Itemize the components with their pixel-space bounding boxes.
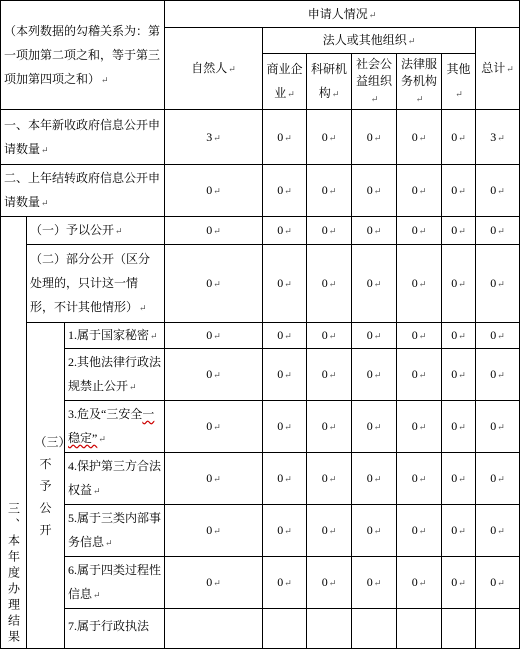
value-cell: 0↵ [476,165,520,217]
value-cell: 0↵ [165,245,263,323]
value-cell: 0↵ [397,165,442,217]
row-label: 3.危及“三安全一 稳定”↵ [65,401,165,453]
value-cell: 0↵ [442,165,476,217]
value-cell: 0↵ [263,505,307,557]
value-cell: 0↵ [307,217,352,245]
legal-or-other-org-header: 法人或其他组织↵ [263,28,476,54]
row-label: （一）予以公开↵ [27,217,165,245]
value-cell: 0↵ [352,505,397,557]
not-public-label: （三）不予公开 [27,323,65,649]
value-cell: 0↵ [307,165,352,217]
table-row [1,323,520,349]
value-cell: 0↵ [263,245,307,323]
value-cell: 0↵ [165,505,263,557]
value-cell [476,609,520,649]
value-cell: 0↵ [476,557,520,609]
value-cell: 0↵ [442,557,476,609]
value-cell: 0↵ [442,217,476,245]
value-cell: 0↵ [352,453,397,505]
row-label: 5.属于三类内部事务信息↵ [65,505,165,557]
value-cell: 0↵ [476,505,520,557]
value-cell: 0↵ [352,557,397,609]
value-cell: 0↵ [476,349,520,401]
row-label: 一、本年新收政府信息公开申请数量↵ [1,110,165,165]
value-cell: 0↵ [165,217,263,245]
value-cell [263,609,307,649]
value-cell [352,609,397,649]
section-three-label: 三、本年度办理结果 [1,217,27,649]
row-label: 1.属于国家秘密↵ [65,323,165,349]
table-row [1,401,520,453]
value-cell: 0↵ [397,323,442,349]
value-cell: 0↵ [165,401,263,453]
value-cell: 0↵ [165,349,263,401]
value-cell: 0↵ [397,505,442,557]
table-row [1,110,520,165]
value-cell: 0↵ [442,323,476,349]
value-cell [442,609,476,649]
value-cell: 0↵ [352,245,397,323]
legal-service-org-header: 法律服务机构↵ [397,54,442,110]
row-label: 二、上年结转政府信息公开申请数量↵ [1,165,165,217]
value-cell: 0↵ [165,557,263,609]
value-cell: 0↵ [442,401,476,453]
table-row [1,349,520,401]
row-label: （二）部分公开（区分处理的，只计这一情形，不计其他情形）↵ [27,245,165,323]
value-cell: 0↵ [476,453,520,505]
value-cell: 0↵ [352,217,397,245]
value-cell: 0↵ [307,110,352,165]
value-cell: 0↵ [263,401,307,453]
table-row [1,609,520,649]
value-cell: 0↵ [263,557,307,609]
value-cell [307,609,352,649]
social-welfare-org-header: 社会公益组织↵ [352,54,397,110]
value-cell: 0↵ [307,557,352,609]
value-cell: 0↵ [442,505,476,557]
value-cell: 0↵ [263,110,307,165]
value-cell: 0↵ [352,110,397,165]
value-cell: 0↵ [307,349,352,401]
value-cell [165,609,263,649]
value-cell: 0↵ [263,217,307,245]
research-institution-header: 科研机构↵ [307,54,352,110]
value-cell: 0↵ [352,323,397,349]
value-cell: 0↵ [442,245,476,323]
value-cell: 0↵ [397,557,442,609]
value-cell: 0↵ [352,349,397,401]
value-cell: 0↵ [307,453,352,505]
value-cell: 0↵ [263,349,307,401]
value-cell: 0↵ [397,349,442,401]
row-label: 4.保护第三方合法权益↵ [65,453,165,505]
value-cell: 0↵ [476,401,520,453]
table-row [1,557,520,609]
value-cell: 0↵ [442,110,476,165]
table-row [1,505,520,557]
row-label: 6.属于四类过程性信息↵ [65,557,165,609]
value-cell: 0↵ [307,401,352,453]
row-label: 2.其他法律行政法规禁止公开↵ [65,349,165,401]
value-cell: 0↵ [165,453,263,505]
value-cell: 0↵ [165,323,263,349]
value-cell: 0↵ [307,245,352,323]
value-cell: 0↵ [352,165,397,217]
table-row [1,245,520,323]
table-row [1,165,520,217]
value-cell: 0↵ [307,323,352,349]
value-cell: 0↵ [165,165,263,217]
value-cell: 0↵ [397,401,442,453]
value-cell: 0↵ [397,217,442,245]
column-note-cell: （本列数据的勾稽关系为：第一项加第二项之和，等于第三项加第四项之和）↵ [1,1,165,110]
value-cell: 0↵ [263,323,307,349]
value-cell: 0↵ [263,165,307,217]
value-cell: 0↵ [442,453,476,505]
natural-person-header: 自然人↵ [165,28,263,110]
value-cell: 0↵ [352,401,397,453]
table-row [1,217,520,245]
total-header: 总计↵ [476,28,520,110]
table-row [1,453,520,505]
row-label: 7.属于行政执法 [65,609,165,649]
value-cell: 0↵ [476,245,520,323]
value-cell: 3↵ [165,110,263,165]
applicant-situation-header: 申请人情况↵ [165,1,520,28]
other-header: 其他↵ [442,54,476,110]
value-cell: 0↵ [263,453,307,505]
value-cell: 0↵ [442,349,476,401]
value-cell: 0↵ [307,505,352,557]
value-cell: 0↵ [476,217,520,245]
value-cell: 0↵ [476,323,520,349]
commercial-enterprise-header: 商业企业↵ [263,54,307,110]
value-cell: 0↵ [397,245,442,323]
value-cell: 0↵ [397,453,442,505]
value-cell: 0↵ [397,110,442,165]
value-cell: 3↵ [476,110,520,165]
value-cell [397,609,442,649]
